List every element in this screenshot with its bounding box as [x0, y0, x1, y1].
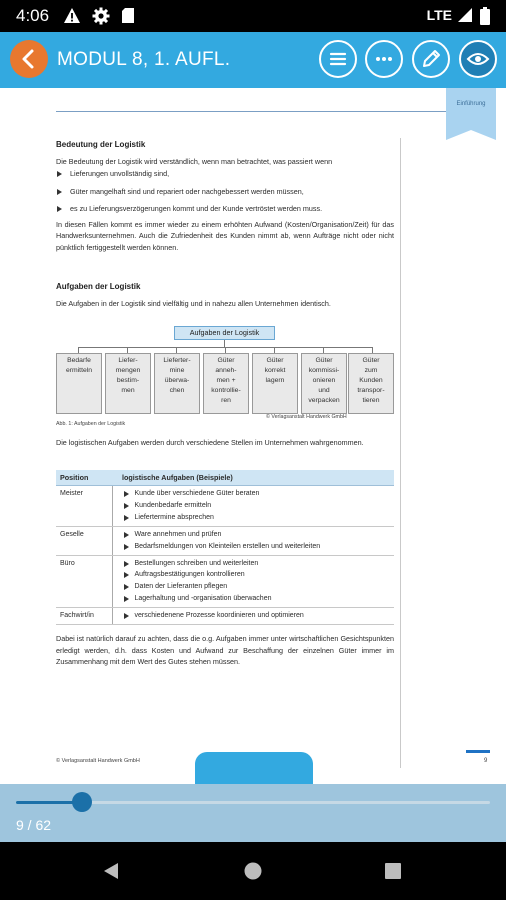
bullet-arrow-icon	[124, 572, 129, 578]
section-heading: Aufgaben der Logistik	[56, 282, 141, 291]
view-mode-button[interactable]	[459, 40, 497, 78]
header-rule	[56, 111, 461, 112]
tasks-table	[56, 470, 394, 625]
position-cell: Geselle	[56, 526, 112, 555]
bullet-arrow-icon	[124, 503, 129, 509]
bullet-list	[56, 168, 394, 215]
more-icon	[367, 42, 401, 76]
task-item	[123, 512, 391, 524]
document-title: MODUL 8, 1. AUFL.	[57, 49, 231, 70]
org-diagram	[56, 325, 394, 425]
diagram-task-box: Liefer- mengen bestim- men	[105, 353, 151, 414]
section-heading: Bedeutung der Logistik	[56, 140, 146, 149]
table-row	[56, 608, 394, 625]
column-header: logistische Aufgaben (Beispiele)	[112, 470, 394, 486]
annotate-button[interactable]	[412, 40, 450, 78]
diagram-task-box: Güter zum Kunden transpor- tieren	[348, 353, 394, 414]
recents-square-icon	[384, 862, 402, 880]
section-tasks	[56, 281, 394, 309]
page-slider-panel	[0, 784, 506, 842]
diagram-copyright: © Verlagsanstalt Handwerk GmbH	[266, 414, 347, 420]
navigation-bar	[0, 842, 506, 900]
list-item	[56, 168, 394, 180]
task-text: Kundenbedarfe ermitteln	[134, 501, 212, 509]
menu-icon	[321, 42, 355, 76]
more-options-button[interactable]	[365, 40, 403, 78]
back-button[interactable]	[10, 40, 48, 78]
task-text: Daten der Lieferanten pflegen	[134, 583, 228, 591]
diagram-connector	[224, 340, 225, 347]
page-number: 9	[484, 758, 488, 764]
back-triangle-icon	[102, 862, 120, 880]
bullet-arrow-icon	[124, 596, 129, 602]
margin-rule	[400, 138, 401, 768]
position-cell: Büro	[56, 555, 112, 608]
pencil-icon	[414, 42, 448, 76]
battery-icon	[480, 7, 490, 30]
eye-icon	[461, 42, 495, 76]
task-item	[123, 593, 391, 605]
task-text: Auftragsbestätigungen kontrollieren	[134, 571, 245, 579]
warning-icon	[63, 7, 81, 29]
paragraph: Die logistischen Aufgaben werden durch verschiedene Stellen im Unternehmen wahrgenommen.	[56, 438, 364, 447]
page-slider-handle[interactable]	[72, 792, 92, 812]
diagram-root-box: Aufgaben der Logistik	[174, 326, 275, 340]
nav-back-button[interactable]	[102, 862, 120, 885]
bullet-arrow-icon	[124, 491, 129, 497]
task-item	[123, 581, 391, 593]
chapter-ribbon-tail	[446, 130, 496, 140]
paragraph: In diesen Fällen kommt es immer wieder zu einem erhöhten Aufwand (Kosten/Organisation/Zeit) für das Handwerksunternehmen. Auch die Zufriedenheit des Kunden nimmt ab, wenn Aufträge nicht oder nicht pünktlich fertiggestellt werden können.	[56, 219, 394, 252]
bullet-arrow-icon	[124, 532, 129, 538]
paragraph: Die Bedeutung der Logistik wird verständlich, wenn man betrachtet, was passiert wenn	[56, 156, 333, 166]
table-header-row	[56, 470, 394, 486]
status-time: 4:06	[16, 6, 50, 25]
tasks-cell	[112, 526, 394, 555]
bullet-arrow-icon	[57, 206, 62, 212]
task-text: Liefertermine absprechen	[134, 513, 214, 521]
task-item	[123, 529, 391, 541]
bullet-arrow-icon	[57, 171, 62, 177]
bullet-arrow-icon	[124, 613, 129, 619]
bullet-text: Lieferungen unvollständig sind,	[70, 169, 170, 178]
diagram-task-box: Güter korrekt lagern	[252, 353, 298, 414]
task-text: Bedarfsmeldungen von Kleinteilen erstellen und weiterleiten	[134, 542, 321, 550]
network-type: LTE	[426, 7, 452, 23]
chapter-ribbon-label: Einführung	[456, 101, 486, 107]
signal-icon	[457, 7, 473, 28]
section-importance	[56, 139, 394, 253]
task-item	[123, 500, 391, 512]
task-item	[123, 488, 391, 500]
list-item	[56, 203, 394, 215]
settings-gear-icon	[92, 7, 110, 30]
bullet-arrow-icon	[124, 584, 129, 590]
paragraph: Die Aufgaben in der Logistik sind vielfältig und in nahezu allen Unternehmen identisch.	[56, 298, 331, 308]
task-item	[123, 569, 391, 581]
nav-recents-button[interactable]	[384, 862, 402, 885]
app-bar	[0, 32, 506, 88]
footer-accent-bar	[466, 750, 490, 753]
list-item	[56, 186, 394, 198]
diagram-task-box: Güter kommissi- onieren und verpacken	[301, 353, 347, 414]
position-cell: Meister	[56, 486, 112, 527]
table-row	[56, 555, 394, 608]
bullet-arrow-icon	[124, 544, 129, 550]
home-circle-icon	[244, 862, 262, 880]
document-page[interactable]	[0, 88, 506, 784]
diagram-task-box: Lieferter- mine überwa- chen	[154, 353, 200, 414]
tasks-cell	[112, 608, 394, 625]
task-text: Ware annehmen und prüfen	[134, 530, 222, 538]
bullet-arrow-icon	[124, 515, 129, 521]
page-counter: 9 / 62	[16, 817, 52, 833]
task-item	[123, 541, 391, 553]
task-text: verschiedenene Prozesse koordinieren und optimieren	[134, 612, 304, 620]
diagram-caption: Abb. 1: Aufgaben der Logistik	[56, 421, 126, 427]
chapter-ribbon	[446, 88, 496, 130]
bullet-text: es zu Lieferungsverzögerungen kommt und der Kunde vertröstet werden muss.	[70, 204, 323, 213]
table-row	[56, 526, 394, 555]
table-row	[56, 486, 394, 527]
diagram-task-box: Bedarfe ermitteln	[56, 353, 102, 414]
bullet-arrow-icon	[57, 189, 62, 195]
tasks-cell	[112, 486, 394, 527]
position-cell: Fachwirt/in	[56, 608, 112, 625]
table-of-contents-button[interactable]	[319, 40, 357, 78]
diagram-task-box: Güter anneh- men + kontrollie- ren	[203, 353, 249, 414]
sd-card-icon	[121, 7, 135, 29]
task-text: Kunde über verschiedene Güter beraten	[134, 490, 260, 497]
paragraph: Dabei ist natürlich darauf zu achten, dass die o.g. Aufgaben immer unter wirtschaftlichen Gesichtspunkten erledigt werden, d.h. dass Kosten und Aufwand zur Beschaffung der einzelnen Güter immer im Zusammenhang mit dem Wert des Gutes stehen müssen.	[56, 634, 394, 666]
status-bar	[0, 0, 506, 32]
task-text: Lagerhaltung und -organisation überwachen	[134, 595, 272, 603]
footer-copyright: © Verlagsanstalt Handwerk GmbH	[56, 758, 140, 764]
back-arrow-icon	[10, 40, 48, 78]
column-header: Position	[56, 470, 112, 486]
bullet-arrow-icon	[124, 561, 129, 567]
tasks-cell	[112, 555, 394, 608]
nav-home-button[interactable]	[244, 862, 262, 885]
task-text: Bestellungen schreiben und weiterleiten	[134, 559, 259, 567]
task-item	[123, 610, 391, 622]
pull-up-tab[interactable]	[195, 752, 313, 784]
bullet-text: Güter mangelhaft sind und repariert oder nachgebessert werden müssen,	[70, 186, 304, 196]
task-item	[123, 558, 391, 570]
